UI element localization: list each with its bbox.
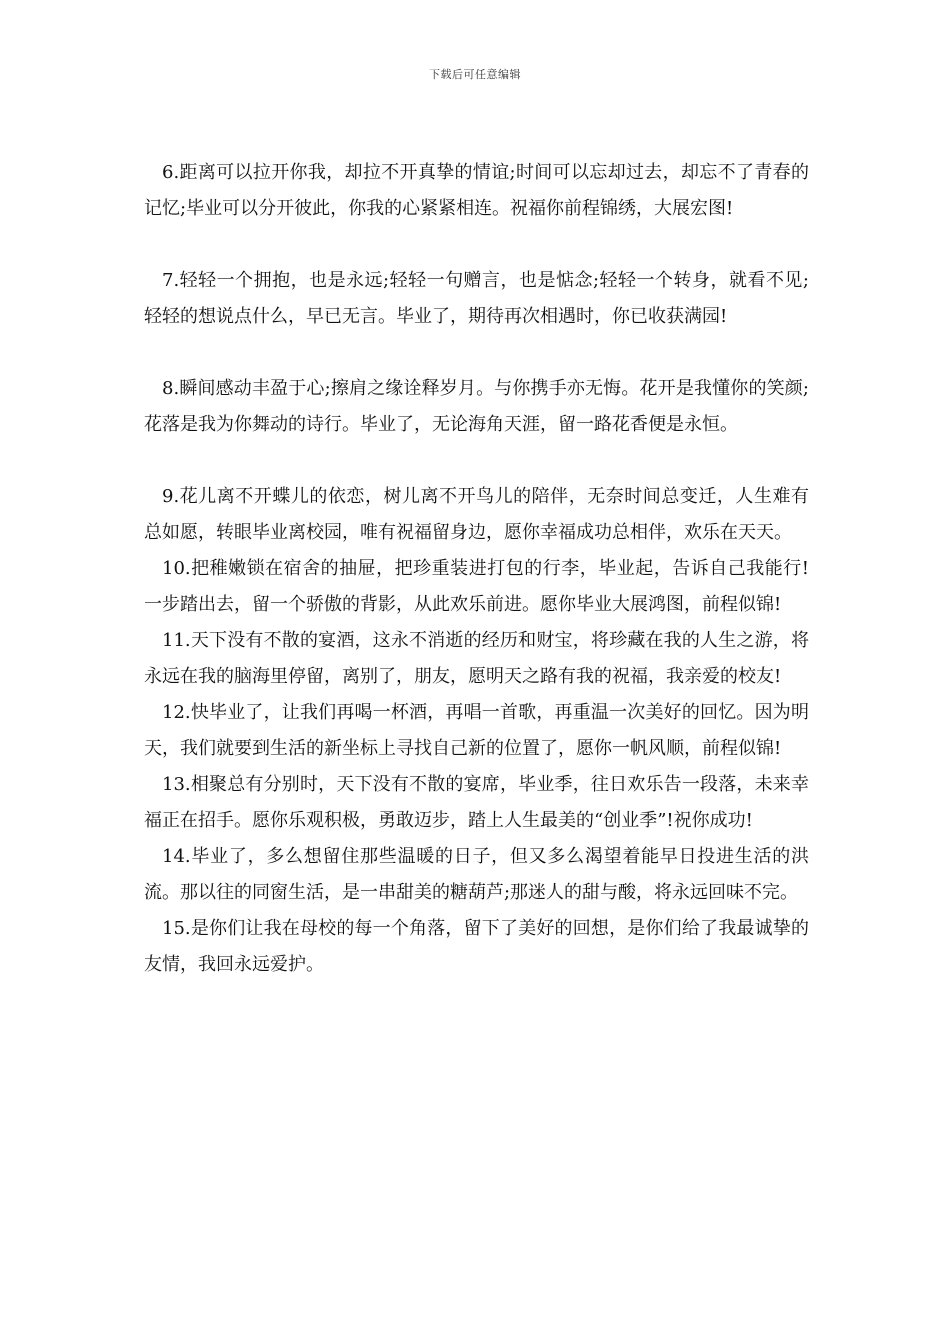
paragraph-11: 11.天下没有不散的宴酒，这永不消逝的经历和财宝，将珍藏在我的人生之游，将永远在我的脑海里停留，离别了，朋友，愿明天之路有我的祝福，我亲爱的校友! bbox=[144, 630, 809, 687]
paragraph-7: 7.轻轻一个拥抱，也是永远;轻轻一句赠言，也是惦念;轻轻一个转身，就看不见;轻轻的想说点什么，早已无言。毕业了，期待再次相遇时，你已收获满园! bbox=[144, 270, 809, 327]
paragraph-10: 10.把稚嫩锁在宿舍的抽屉，把珍重装进打包的行李，毕业起，告诉自己我能行!一步踏出去，留一个骄傲的背影，从此欢乐前进。愿你毕业大展鸿图，前程似锦! bbox=[144, 558, 809, 615]
paragraph-15: 15.是你们让我在母校的每一个角落，留下了美好的回想，是你们给了我最诚挚的友情，我回永远爱护。 bbox=[144, 918, 809, 975]
document-body bbox=[144, 155, 809, 983]
paragraph-13: 13.相聚总有分别时，天下没有不散的宴席，毕业季，往日欢乐告一段落，未来幸福正在招手。愿你乐观积极，勇敢迈步，踏上人生最美的“创业季”!祝你成功! bbox=[144, 774, 809, 831]
paragraph-12: 12.快毕业了，让我们再喝一杯酒，再唱一首歌，再重温一次美好的回忆。因为明天，我们就要到生活的新坐标上寻找自己新的位置了，愿你一帆风顺，前程似锦! bbox=[144, 702, 809, 759]
paragraph-9: 9.花儿离不开蝶儿的依恋，树儿离不开鸟儿的陪伴，无奈时间总变迁，人生难有总如愿，转眼毕业离校园，唯有祝福留身边，愿你幸福成功总相伴，欢乐在天天。 bbox=[144, 486, 809, 543]
page-header: 下载后可任意编辑 bbox=[429, 68, 521, 81]
paragraph-6: 6.距离可以拉开你我，却拉不开真挚的情谊;时间可以忘却过去，却忘不了青春的记忆;毕业可以分开彼此，你我的心紧紧相连。祝福你前程锦绣，大展宏图! bbox=[144, 162, 809, 219]
paragraph-8: 8.瞬间感动丰盈于心;擦肩之缘诠释岁月。与你携手亦无悔。花开是我懂你的笑颜;花落是我为你舞动的诗行。毕业了，无论海角天涯，留一路花香便是永恒。 bbox=[144, 378, 809, 435]
paragraph-14: 14.毕业了，多么想留住那些温暖的日子，但又多么渴望着能早日投进生活的洪流。那以往的同窗生活，是一串甜美的糖葫芦;那迷人的甜与酸，将永远回味不完。 bbox=[144, 846, 809, 903]
